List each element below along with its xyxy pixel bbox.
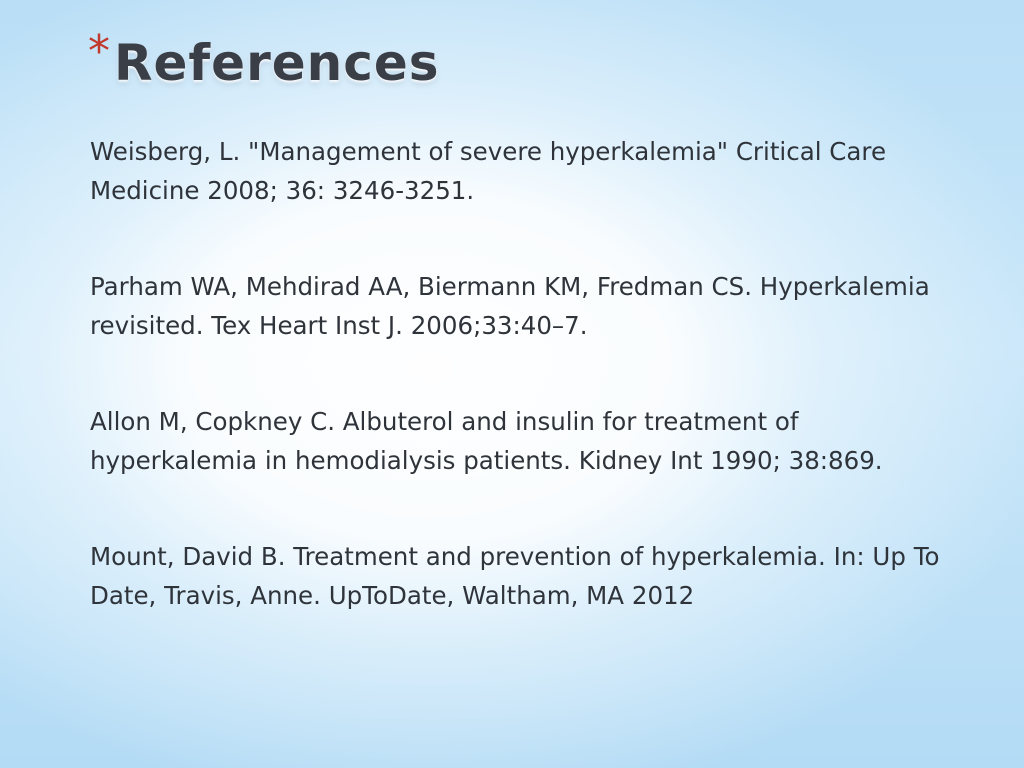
reference-item: Weisberg, L. "Management of severe hyperkalemia" Critical Care Medicine 2008; 36: 3246-3251. [90, 137, 887, 205]
reference-item: Allon M, Copkney C. Albuterol and insulin for treatment of hyperkalemia in hemodialysis patients. Kidney Int 1990; 38:869. [90, 407, 883, 475]
title-bullet-asterisk: * [88, 26, 110, 77]
reference-item: Parham WA, Mehdirad AA, Biermann KM, Fredman CS. Hyperkalemia revisited. Tex Heart Inst J. 2006;33:40–7. [90, 272, 930, 340]
title-row [88, 28, 440, 108]
slide-title: References [114, 34, 440, 92]
references-list [90, 132, 950, 615]
reference-item: Mount, David B. Treatment and prevention of hyperkalemia. In: Up To Date, Travis, Anne. UpToDate, Waltham, MA 2012 [90, 542, 940, 610]
